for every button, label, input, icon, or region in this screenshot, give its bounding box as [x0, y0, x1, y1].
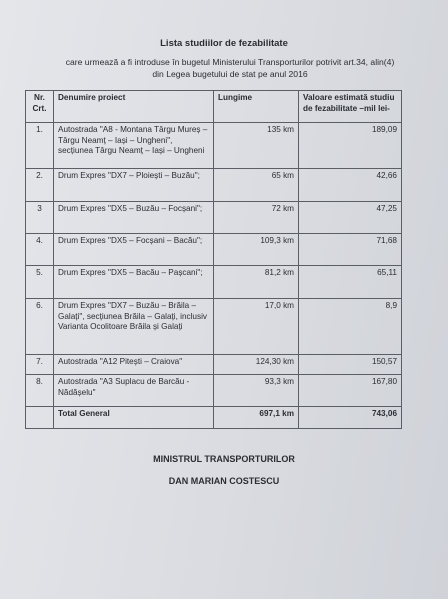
total-value: 743,06: [299, 407, 402, 429]
row-value: 47,25: [299, 202, 402, 234]
total-row: [26, 407, 402, 429]
header-nr: Nr. Crt.: [26, 91, 54, 123]
total-label: Total General: [54, 407, 214, 429]
row-nr: 7.: [26, 355, 54, 375]
row-name: Drum Expres "DX7 – Ploiești – Buzău";: [54, 169, 214, 202]
row-length: 124,30 km: [214, 355, 299, 375]
row-length: 93,3 km: [214, 375, 299, 407]
table-header-row: [26, 91, 402, 123]
row-length: 65 km: [214, 169, 299, 202]
row-nr: 5.: [26, 266, 54, 299]
table-row: [26, 266, 402, 299]
row-length: 72 km: [214, 202, 299, 234]
intro-line-2: din Legea bugetului de stat pe anul 2016: [152, 69, 308, 79]
row-name: Drum Expres "DX7 – Buzău – Brăila – Galați", secțiunea Brăila – Galați, inclusiv Varianta Ocolitoare Brăila și Galați: [54, 299, 214, 355]
signature-role: MINISTRUL TRANSPORTURILOR: [153, 454, 295, 464]
total-nr-cell: [26, 407, 54, 429]
row-length: 109,3 km: [214, 234, 299, 266]
row-length: 135 km: [214, 123, 299, 169]
row-name: Drum Expres "DX5 – Bacău – Pașcani";: [54, 266, 214, 299]
header-length: Lungime: [214, 91, 299, 123]
row-length: 81,2 km: [214, 266, 299, 299]
signature-name: DAN MARIAN COSTESCU: [168, 476, 280, 486]
projects-table: [25, 90, 402, 429]
row-nr: 4.: [26, 234, 54, 266]
total-length: 697,1 km: [214, 407, 299, 429]
row-value: 8,9: [299, 299, 402, 355]
table-row: [26, 299, 402, 355]
row-value: 189,09: [299, 123, 402, 169]
row-value: 65,11: [299, 266, 402, 299]
table-row: [26, 169, 402, 202]
row-nr: 6.: [26, 299, 54, 355]
table-row: [26, 375, 402, 407]
row-value: 71,68: [299, 234, 402, 266]
row-length: 17,0 km: [214, 299, 299, 355]
row-nr: 8.: [26, 375, 54, 407]
row-value: 42,66: [299, 169, 402, 202]
row-nr: 3: [26, 202, 54, 234]
row-name: Drum Expres "DX5 – Focșani – Bacău";: [54, 234, 214, 266]
table-row: [26, 234, 402, 266]
row-value: 150,57: [299, 355, 402, 375]
table-row: [26, 202, 402, 234]
row-nr: 2.: [26, 169, 54, 202]
header-value: Valoare estimată studiu de fezabilitate –mil lei-: [299, 91, 402, 123]
row-name: Drum Expres "DX5 – Buzău – Focșani";: [54, 202, 214, 234]
row-name: Autostrada "A8 - Montana Târgu Mureș – Târgu Neamț – Iași – Ungheni", secțiunea Târgu Neamț – Iași – Ungheni: [54, 123, 214, 169]
header-name: Denumire proiect: [54, 91, 214, 123]
row-value: 167,80: [299, 375, 402, 407]
row-nr: 1.: [26, 123, 54, 169]
intro-line-1: care urmează a fi introduse în bugetul Ministerului Transporturilor potrivit art.34, alin(4): [65, 57, 395, 67]
row-name: Autostrada "A12 Pitești – Craiova": [54, 355, 214, 375]
table-row: [26, 355, 402, 375]
row-name: Autostrada "A3 Suplacu de Barcău - Nădășelu": [54, 375, 214, 407]
table-row: [26, 123, 402, 169]
document-title: Lista studiilor de fezabilitate: [160, 38, 288, 49]
intro-text: [30, 56, 430, 80]
